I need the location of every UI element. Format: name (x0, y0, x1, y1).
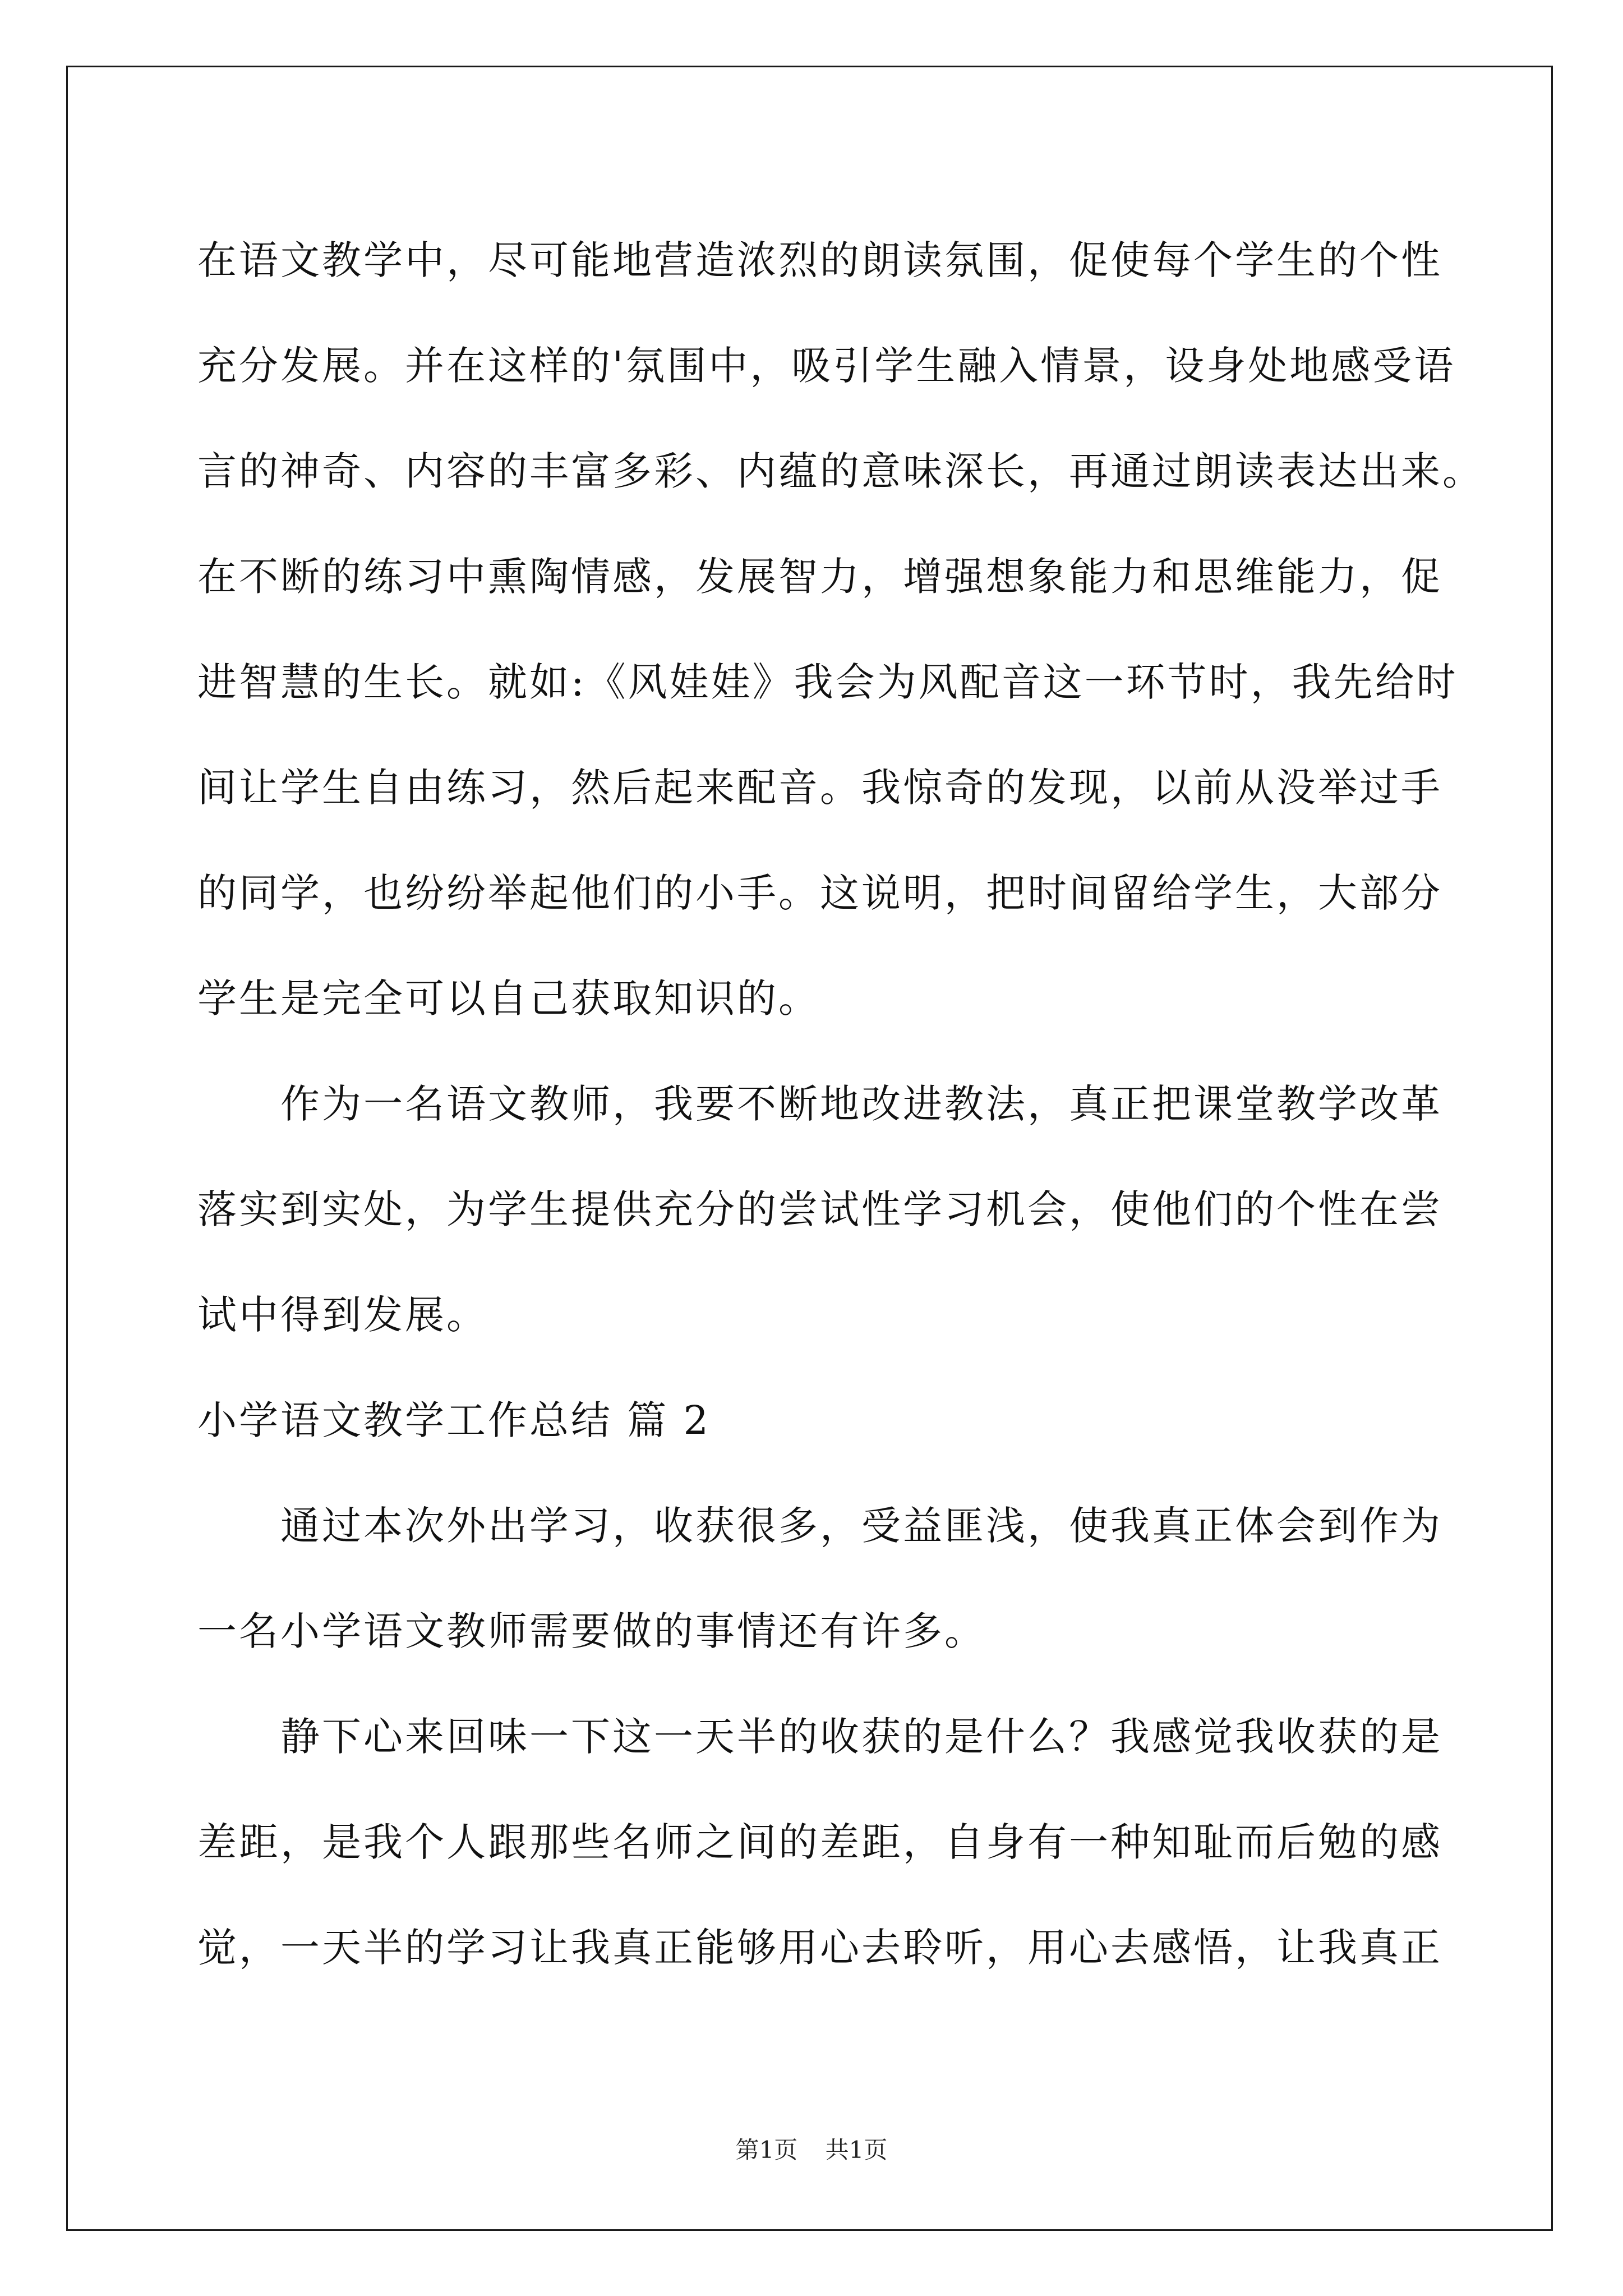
paragraph-start-line: 通过本次外出学习，收获很多，受益匪浅，使我真正体会到作为 (280, 1503, 1442, 1549)
section-heading: 小学语文教学工作总结 篇 2 (197, 1397, 711, 1443)
text-line: 差距，是我个人跟那些名师之间的差距，自身有一种知耻而后勉的感 (197, 1819, 1442, 1865)
page-total: 共1页 (825, 2136, 888, 2164)
text-line: 在语文教学中，尽可能地营造浓烈的朗读氛围，促使每个学生的个性 (197, 237, 1442, 283)
page-number: 第1页 (735, 2136, 798, 2164)
paragraph-start-line: 作为一名语文教师，我要不断地改进教法，真正把课堂教学改革 (280, 1081, 1442, 1127)
page-footer (0, 2132, 1623, 2165)
text-line: 在不断的练习中熏陶情感，发展智力，增强想象能力和思维能力，促 (197, 554, 1442, 600)
text-line: 言的神奇、内容的丰富多彩、内蕴的意味深长，再通过朗读表达出来。 (197, 448, 1484, 494)
text-line: 进智慧的生长。就如:《风娃娃》我会为风配音这一环节时，我先给时 (197, 659, 1458, 705)
text-line: 觉，一天半的学习让我真正能够用心去聆听，用心去感悟，让我真正 (197, 1925, 1442, 1971)
paragraph-start-line: 静下心来回味一下这一天半的收获的是什么？我感觉我收获的是 (280, 1714, 1442, 1760)
text-line: 充分发展。并在这样的'氛围中，吸引学生融入情景，设身处地感受语 (197, 343, 1456, 389)
text-line: 试中得到发展。 (197, 1292, 488, 1338)
text-line: 一名小学语文教师需要做的事情还有许多。 (197, 1608, 986, 1654)
text-line: 落实到实处，为学生提供充分的尝试性学习机会，使他们的个性在尝 (197, 1186, 1442, 1232)
text-line: 间让学生自由练习，然后起来配音。我惊奇的发现，以前从没举过手 (197, 765, 1442, 811)
text-line: 学生是完全可以自己获取知识的。 (197, 976, 820, 1022)
text-line: 的同学，也纷纷举起他们的小手。这说明，把时间留给学生，大部分 (197, 870, 1442, 916)
document-body (197, 208, 1484, 2000)
